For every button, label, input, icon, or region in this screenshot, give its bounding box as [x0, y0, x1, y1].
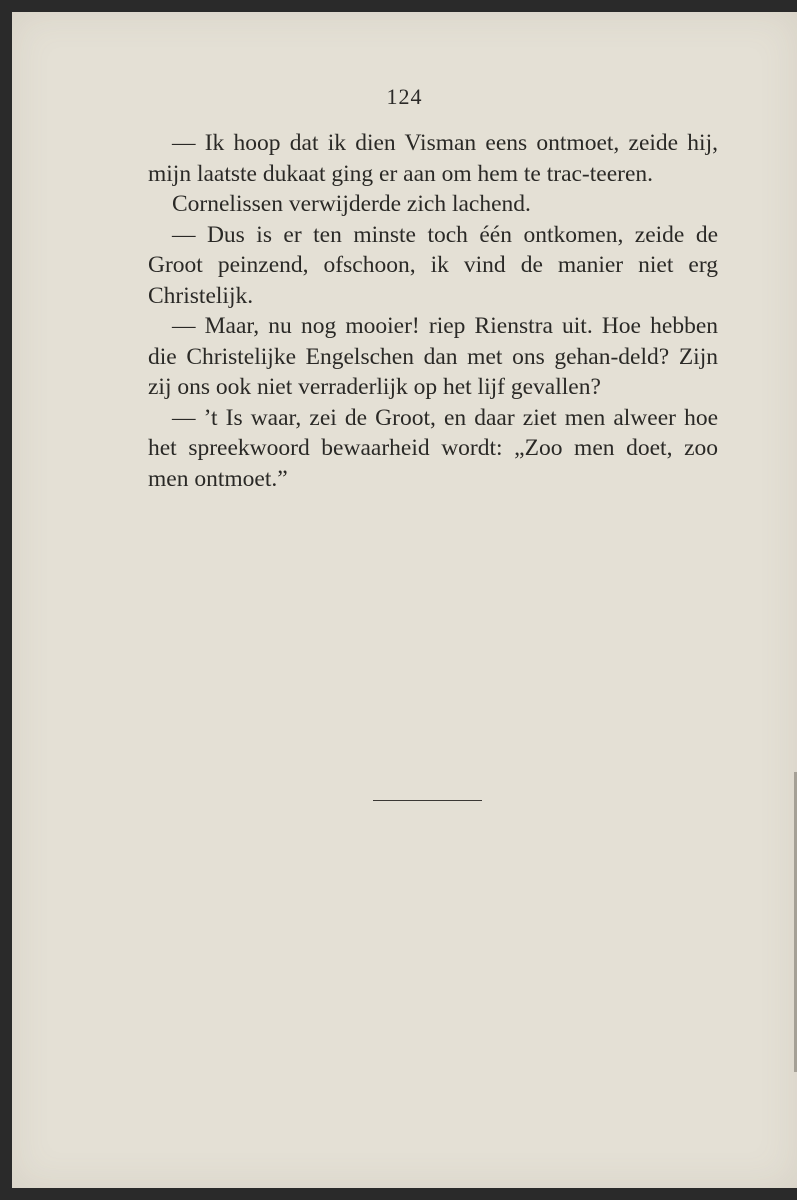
paragraph: — Ik hoop dat ik dien Visman eens ontmoet, zeide hij, mijn laatste dukaat ging er aan om hem te trac-teeren.: [148, 130, 718, 187]
paragraph: — Maar, nu nog mooier! riep Rienstra uit. Hoe hebben die Christelijke Engelschen dan met ons gehan-deld? Zijn zij ons ook niet verraderlijk op het lijf gevallen?: [148, 313, 718, 400]
paragraph: Cornelissen verwijderde zich lachend.: [172, 191, 531, 217]
section-divider: [373, 800, 482, 801]
paragraph: — ’t Is waar, zei de Groot, en daar ziet men alweer hoe het spreekwoord bewaarheid wordt: „Zoo men doet, zoo men ontmoet.”: [148, 404, 718, 492]
paragraph: — Dus is er ten minste toch één ontkomen, zeide de Groot peinzend, ofschoon, ik vind de manier niet erg Christelijk.: [148, 221, 718, 309]
page-number: 124: [386, 84, 423, 109]
body-text: [148, 128, 718, 494]
book-page: [12, 12, 797, 1188]
